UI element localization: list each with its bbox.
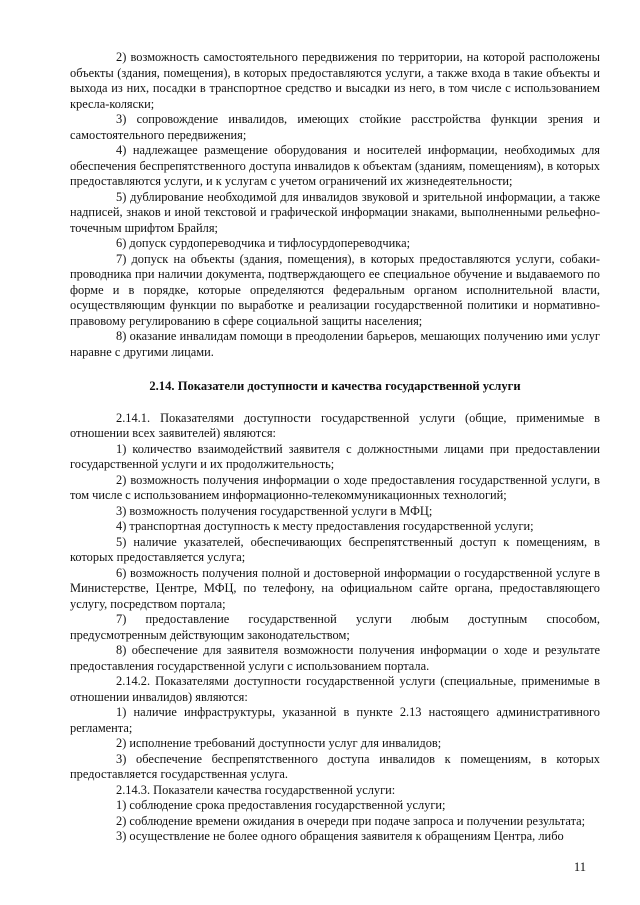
paragraph: 5) наличие указателей, обеспечивающих беспрепятственный доступ к помещениям, в которых предоставляется услуга; — [70, 534, 600, 564]
section-bottom — [70, 411, 600, 845]
paragraph: 2.14.2. Показателями доступности государственной услуги (специальные, применимые в отношении инвалидов) являются: — [70, 674, 600, 704]
paragraph: 2.14.3. Показатели качества государственной услуги: — [116, 782, 396, 797]
section-heading: 2.14. Показатели доступности и качества государственной услуги — [149, 379, 521, 393]
paragraph: 2.14.1. Показателями доступности государственной услуги (общие, применимые в отношении всех заявителей) являются: — [70, 410, 600, 440]
paragraph: 2) возможность получения информации о ходе предоставления государственной услуги, в том числе с использованием информационно-телекоммуникационных технологий; — [70, 472, 600, 502]
paragraph: 1) соблюдение срока предоставления государственной услуги; — [116, 798, 446, 812]
paragraph: 2) возможность самостоятельного передвижения по территории, на которой расположены объекты (здания, помещения), в которых предоставляются услуги, а также входа в такие объекты и выхода из них, посадки в транспортное средство и высадки из него, в том числе с использованием кресла-коляски; — [70, 50, 600, 111]
paragraph: 3) возможность получения государственной услуги в МФЦ; — [116, 503, 433, 518]
paragraph: 1) наличие инфраструктуры, указанной в пункте 2.13 настоящего административного регламента; — [70, 705, 600, 735]
paragraph: 2) соблюдение времени ожидания в очереди при подаче запроса и получении результата; — [116, 813, 586, 828]
paragraph: 2) исполнение требований доступности услуг для инвалидов; — [116, 736, 442, 750]
paragraph: 3) обеспечение беспрепятственного доступа инвалидов к помещениям, в которых предоставляется государственная услуга. — [70, 751, 600, 781]
paragraph: 4) транспортная доступность к месту предоставления государственной услуги; — [116, 519, 534, 533]
paragraph: 6) возможность получения полной и достоверной информации о государственной услуге в Министерстве, Центре, МФЦ, по телефону, на официальном сайте органа, предоставляющего услугу, посредством портала; — [70, 565, 600, 611]
paragraph: 1) количество взаимодействий заявителя с должностными лицами при предоставлении государственной услуги и их продолжительность; — [70, 441, 600, 471]
paragraph: 4) надлежащее размещение оборудования и носителей информации, необходимых для обеспечения беспрепятственного доступа инвалидов к объектам (зданиям, помещениям), в которых предоставляются услуги, и к услугам с учетом ограничений их жизнедеятельности; — [70, 143, 600, 188]
paragraph: 7) предоставление государственной услуги любым доступным способом, предусмотренным действующим законодательством; — [70, 612, 600, 642]
page-number: 11 — [573, 860, 586, 874]
paragraph: 6) допуск сурдопереводчика и тифлосурдопереводчика; — [116, 236, 411, 250]
paragraph: 3) сопровождение инвалидов, имеющих стойкие расстройства функции зрения и самостоятельного передвижения; — [70, 112, 600, 142]
paragraph: 8) обеспечение для заявителя возможности получения информации о ходе и результате предоставления государственной услуги с использованием портала. — [70, 643, 600, 673]
paragraph: 5) дублирование необходимой для инвалидов звуковой и зрительной информации, а также надписей, знаков и иной текстовой и графической информации знаками, выполненными рельефно-точечным шрифтом Брайля; — [70, 189, 600, 235]
paragraph: 8) оказание инвалидам помощи в преодолении барьеров, мешающих получению ими услуг наравне с другими лицами. — [70, 329, 600, 359]
paragraph: 3) осуществление не более одного обращения заявителя к обращениям Центра, либо — [116, 829, 564, 843]
paragraph: 7) допуск на объекты (здания, помещения), в которых предоставляются услуги, собаки-проводника при наличии документа, подтверждающего ее специальное обучение и выдаваемого по форме и в порядке, которые определяются федеральным органом исполнительной власти, осуществляющим функции по выработке и реализации государственной политики и нормативно-правовому регулированию в сфере социальной защиты населения; — [70, 251, 600, 328]
section-top — [70, 50, 600, 360]
